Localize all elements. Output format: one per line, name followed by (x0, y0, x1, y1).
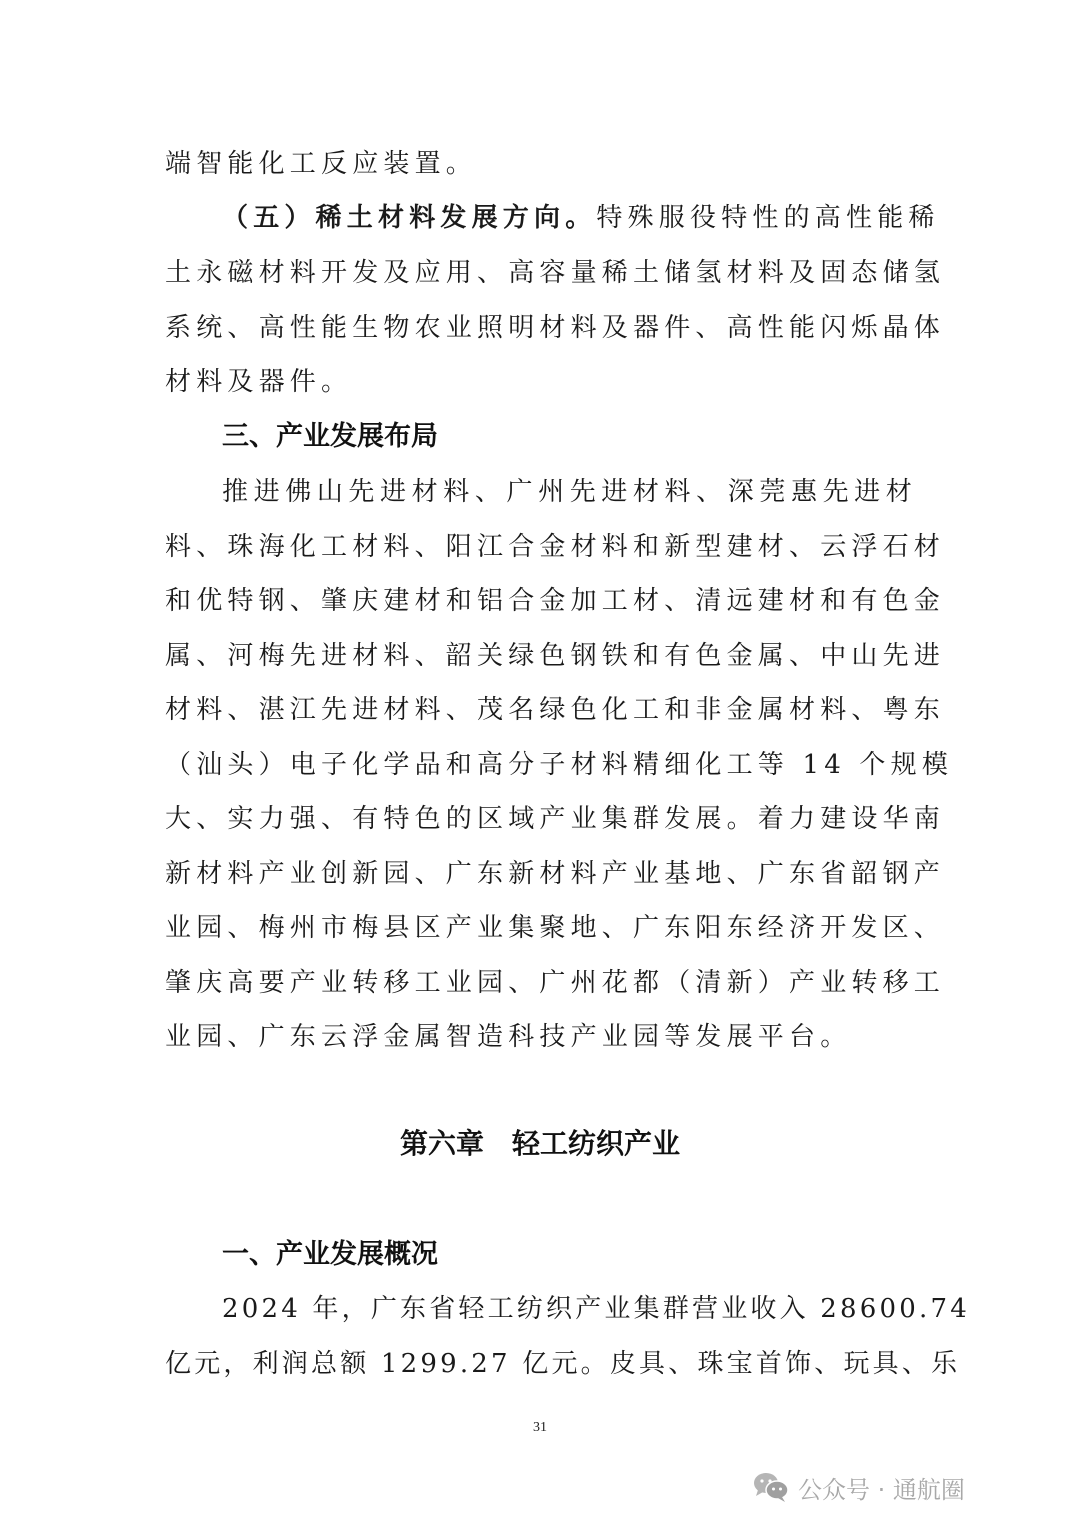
subsection-title: （五）稀土材料发展方向。 (222, 203, 597, 233)
paragraph-line: 推进佛山先进材料、广州先进材料、深莞惠先进材 (222, 477, 917, 507)
paragraph-line-rare-earth (222, 201, 940, 235)
paragraph-line: 业园、梅州市梅县区产业集聚地、广东阳东经济开发区、 (165, 913, 946, 943)
paragraph-line: 端智能化工反应装置。 (165, 149, 478, 179)
section-heading-overview: 一、产业发展概况 (222, 1239, 438, 1270)
paragraph-line: 料、珠海化工材料、阳江合金材料和新型建材、云浮石材 (165, 532, 946, 562)
watermark (752, 1470, 965, 1504)
page-number: 31 (533, 1420, 547, 1435)
section-heading-layout: 三、产业发展布局 (222, 421, 438, 452)
paragraph-text: 特殊服役特性的高性能稀 (596, 203, 940, 233)
paragraph-line: 亿元，利润总额 1299.27 亿元。皮具、珠宝首饰、玩具、乐 (165, 1349, 961, 1379)
wechat-icon (752, 1471, 790, 1503)
watermark-text: 公众号 · 通航圈 (798, 1475, 965, 1504)
paragraph-line: 土永磁材料开发及应用、高容量稀土储氢材料及固态储氢 (165, 258, 946, 288)
paragraph-line: 和优特钢、肇庆建材和铝合金加工材、清远建材和有色金 (165, 586, 946, 616)
paragraph-line: 材料、湛江先进材料、茂名绿色化工和非金属材料、粤东 (165, 695, 946, 725)
paragraph-line: 新材料产业创新园、广东新材料产业基地、广东省韶钢产 (165, 859, 946, 889)
chapter-title: 第六章 轻工纺织产业 (399, 1127, 680, 1160)
paragraph-line: 大、实力强、有特色的区域产业集群发展。着力建设华南 (165, 804, 946, 834)
paragraph-line: 2024 年，广东省轻工纺织产业集群营业收入 28600.74 (222, 1294, 970, 1324)
paragraph-line: （汕头）电子化学品和高分子材料精细化工等 14 个规模 (165, 750, 954, 780)
paragraph-line: 属、河梅先进材料、韶关绿色钢铁和有色金属、中山先进 (165, 641, 946, 671)
paragraph-line: 肇庆高要产业转移工业园、广州花都（清新）产业转移工 (165, 968, 946, 998)
paragraph-line: 材料及器件。 (165, 367, 353, 397)
paragraph-line: 业园、广东云浮金属智造科技产业园等发展平台。 (165, 1022, 852, 1052)
paragraph-line: 系统、高性能生物农业照明材料及器件、高性能闪烁晶体 (165, 313, 946, 343)
